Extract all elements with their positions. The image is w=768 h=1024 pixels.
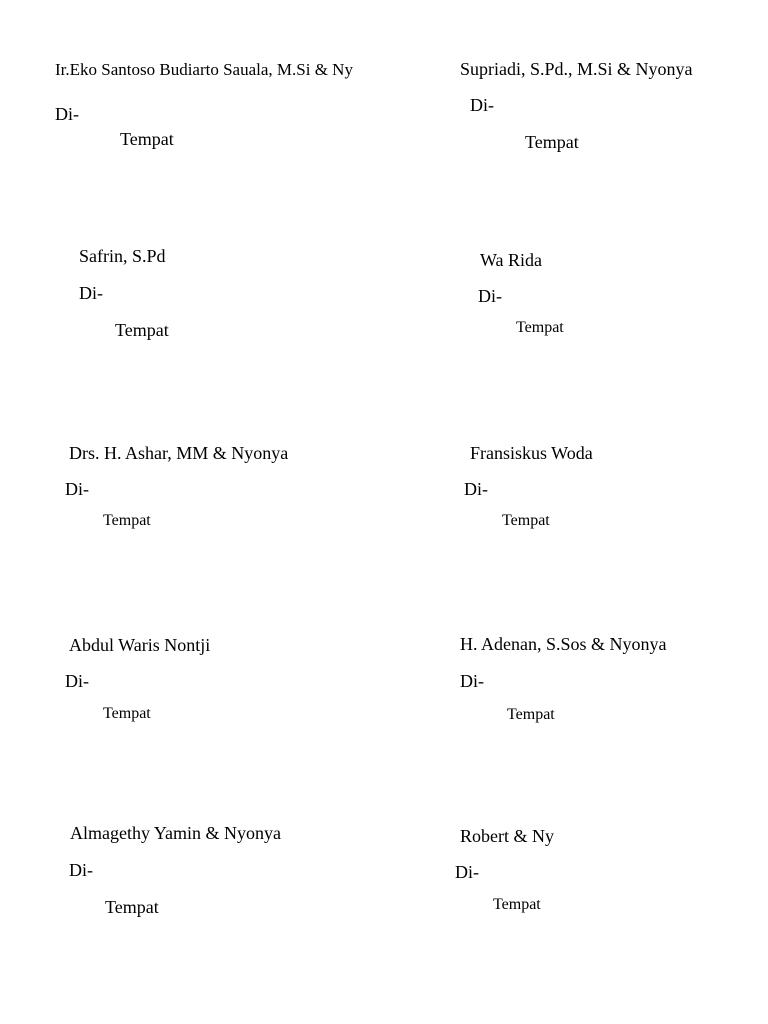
- label-5-di: Di-: [65, 479, 89, 499]
- label-6-place: Tempat: [502, 512, 550, 529]
- label-9-place: Tempat: [105, 897, 159, 917]
- label-5-name: Drs. H. Ashar, MM & Nyonya: [69, 443, 289, 463]
- label-10-place: Tempat: [493, 896, 541, 913]
- label-7-name: Abdul Waris Nontji: [69, 635, 211, 655]
- label-8-di: Di-: [460, 671, 484, 691]
- label-9-name: Almagethy Yamin & Nyonya: [70, 823, 281, 843]
- label-1-name: Ir.Eko Santoso Budiarto Sauala, M.Si & Ny: [55, 60, 353, 79]
- label-1-di: Di-: [55, 104, 79, 124]
- label-8-place: Tempat: [507, 706, 555, 723]
- label-8-name: H. Adenan, S.Sos & Nyonya: [460, 634, 667, 654]
- label-4-name: Wa Rida: [480, 250, 543, 270]
- label-4-place: Tempat: [516, 319, 564, 336]
- label-2-di: Di-: [470, 95, 494, 115]
- label-7-di: Di-: [65, 671, 89, 691]
- label-9-di: Di-: [69, 860, 93, 880]
- label-10-di: Di-: [455, 862, 479, 882]
- label-7-place: Tempat: [103, 705, 151, 722]
- label-6-di: Di-: [464, 479, 488, 499]
- label-2-name: Supriadi, S.Pd., M.Si & Nyonya: [460, 59, 693, 79]
- label-6-name: Fransiskus Woda: [470, 443, 593, 463]
- label-1-place: Tempat: [120, 129, 174, 149]
- label-3-di: Di-: [79, 283, 103, 303]
- label-4-di: Di-: [478, 286, 502, 306]
- label-2-place: Tempat: [525, 132, 579, 152]
- label-5-place: Tempat: [103, 512, 151, 529]
- label-3-place: Tempat: [115, 320, 169, 340]
- label-3-name: Safrin, S.Pd: [79, 246, 166, 266]
- label-10-name: Robert & Ny: [460, 826, 554, 846]
